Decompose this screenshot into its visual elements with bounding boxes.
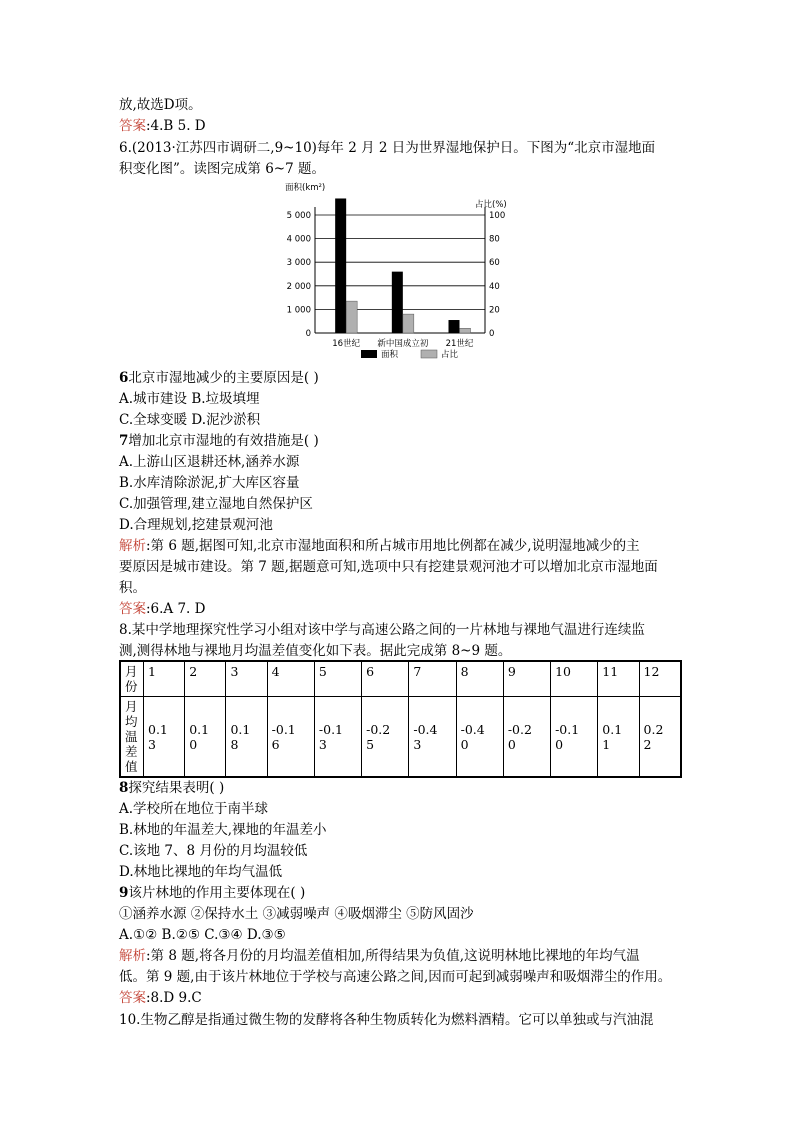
y-tick-label-right: 20 bbox=[489, 305, 500, 316]
table-cell bbox=[185, 697, 226, 778]
cell-part: 3 bbox=[148, 736, 156, 752]
cell-part: 5 bbox=[366, 736, 375, 752]
question-6 bbox=[119, 368, 319, 388]
bar-ratio bbox=[346, 301, 357, 333]
question-9 bbox=[119, 883, 305, 903]
cell-part: 0 bbox=[189, 736, 198, 752]
table-cell bbox=[409, 697, 456, 778]
cell-part: 0.1 bbox=[602, 721, 623, 737]
temperature-difference-table bbox=[119, 660, 682, 778]
cell-part: -0.1 bbox=[555, 721, 580, 737]
question-7 bbox=[119, 431, 319, 451]
question-text: 北京市湿地减少的主要原因是( ) bbox=[128, 370, 319, 386]
option-line: C.加强管理,建立湿地自然保护区 bbox=[119, 496, 313, 512]
cell-part: 0 bbox=[460, 736, 469, 752]
explanation-line bbox=[119, 536, 640, 556]
cell-part: 3 bbox=[413, 736, 422, 752]
legend-swatch-ratio bbox=[421, 350, 437, 358]
question-number: 8 bbox=[119, 780, 129, 796]
legend-label-area: 面积 bbox=[381, 350, 399, 360]
cell-part: 0.1 bbox=[230, 721, 251, 737]
option-line: A.上游山区退耕还林,涵养水源 bbox=[119, 454, 300, 470]
cell-part: -0.1 bbox=[318, 721, 343, 737]
table-cell: 6 bbox=[362, 661, 409, 697]
bar-ratio bbox=[460, 328, 471, 333]
table-cell: 12 bbox=[639, 661, 681, 697]
answer-line bbox=[119, 988, 202, 1008]
cell-part: -0.4 bbox=[460, 721, 485, 737]
option-line: B.水库清除淤泥,扩大库区容量 bbox=[119, 475, 300, 491]
y-tick-label-left: 3 000 bbox=[286, 258, 311, 269]
cell-part: -0.1 bbox=[271, 721, 296, 737]
table-cell bbox=[639, 697, 681, 778]
answer-text: :4.B 5. D bbox=[146, 118, 206, 134]
table-cell: 1 bbox=[144, 661, 185, 697]
explanation-label: 解析 bbox=[119, 948, 146, 964]
answer-text: :8.D 9.C bbox=[146, 990, 202, 1006]
table-cell bbox=[267, 697, 314, 778]
y-tick-label-left: 2 000 bbox=[286, 281, 311, 292]
table-cell: 5 bbox=[314, 661, 361, 697]
table-cell: 3 bbox=[226, 661, 267, 697]
table-cell: 9 bbox=[503, 661, 550, 697]
question-intro: 积变化图”。读图完成第 6~7 题。 bbox=[119, 161, 325, 177]
table-cell bbox=[226, 697, 267, 778]
table-cell bbox=[551, 697, 598, 778]
answer-label: 答案 bbox=[119, 118, 146, 134]
answer-label: 答案 bbox=[119, 990, 146, 1006]
answer-line bbox=[119, 599, 205, 619]
option-line: ①涵养水源 ②保持水土 ③减弱噪声 ④吸烟滞尘 ⑤防风固沙 bbox=[119, 906, 474, 922]
table-cell bbox=[362, 697, 409, 778]
cell-part: -0.2 bbox=[507, 721, 532, 737]
table-row bbox=[120, 661, 681, 697]
header-char: 份 bbox=[125, 679, 138, 694]
header-char: 差 bbox=[125, 744, 138, 759]
option-line: B.林地的年温差大,裸地的年温差小 bbox=[119, 822, 327, 838]
table-cell: 11 bbox=[598, 661, 639, 697]
table-cell bbox=[456, 697, 503, 778]
option-line: C.全球变暖 D.泥沙淤积 bbox=[119, 412, 261, 428]
cell-part: 1 bbox=[602, 736, 611, 752]
x-tick-label: 21世纪 bbox=[445, 339, 474, 349]
legend-label-ratio: 占比 bbox=[441, 350, 459, 360]
table-row bbox=[120, 697, 681, 778]
y-tick-label-right: 40 bbox=[489, 281, 500, 292]
bar-area bbox=[335, 198, 346, 333]
header-char: 温 bbox=[125, 729, 138, 744]
table-header-diff bbox=[120, 697, 144, 778]
y-tick-label-left: 4 000 bbox=[286, 234, 311, 245]
question-intro: 测,测得林地与裸地月均温差值变化如下表。据此完成第 8~9 题。 bbox=[119, 643, 512, 659]
y-tick-label-left: 5 000 bbox=[286, 211, 311, 221]
bar-area bbox=[449, 320, 460, 333]
wetland-area-chart bbox=[279, 181, 507, 369]
x-tick-label: 16世纪 bbox=[332, 339, 361, 349]
cell-part: 0 bbox=[555, 736, 564, 752]
table-cell bbox=[314, 697, 361, 778]
option-line: A.学校所在地位于南半球 bbox=[119, 801, 269, 817]
table-cell: 10 bbox=[551, 661, 598, 697]
cell-part: -0.2 bbox=[366, 721, 391, 737]
x-tick-label: 新中国成立初 bbox=[377, 339, 429, 349]
question-number: 6 bbox=[119, 370, 129, 386]
cell-part: 0.2 bbox=[643, 721, 664, 737]
answer-text: :6.A 7. D bbox=[146, 601, 206, 617]
explanation-text: :第 6 题,据图可知,北京市湿地面积和所占城市用地比例都在减少,说明湿地减少的主 bbox=[146, 538, 640, 554]
question-8 bbox=[119, 778, 224, 798]
y-tick-label-right: 60 bbox=[489, 258, 500, 269]
question-text: 该片林地的作用主要体现在( ) bbox=[128, 885, 306, 901]
explanation-line: 要原因是城市建设。第 7 题,据题意可知,选项中只有挖建景观河池才可以增加北京市湿地面 bbox=[119, 559, 658, 575]
cell-part: 3 bbox=[318, 736, 327, 752]
option-line: A.①② B.②⑤ C.③④ D.③⑤ bbox=[119, 927, 286, 943]
header-char: 月 bbox=[125, 664, 138, 679]
legend-swatch-area bbox=[361, 350, 377, 358]
y-tick-label-right: 80 bbox=[489, 234, 500, 245]
option-line: A.城市建设 B.垃圾填埋 bbox=[119, 391, 260, 407]
cell-part: 0 bbox=[507, 736, 516, 752]
header-char: 月 bbox=[125, 699, 138, 714]
text-line: 放,故选D项。 bbox=[119, 97, 202, 113]
question-number: 7 bbox=[119, 433, 129, 449]
bar-area bbox=[392, 272, 403, 333]
y-tick-label-right: 100 bbox=[489, 211, 506, 221]
y-axis-title-left: 面积(km²) bbox=[285, 183, 326, 193]
header-char: 均 bbox=[125, 714, 138, 729]
cell-part: 8 bbox=[230, 736, 239, 752]
question-intro: 8.某中学地理探究性学习小组对该中学与高速公路之间的一片林地与裸地气温进行连续监 bbox=[119, 622, 645, 638]
question-10: 10.生物乙醇是指通过微生物的发酵将各种生物质转化为燃料酒精。它可以单独或与汽油混 bbox=[119, 1012, 654, 1028]
table-cell: 8 bbox=[456, 661, 503, 697]
table-cell: 2 bbox=[185, 661, 226, 697]
table-cell: 7 bbox=[409, 661, 456, 697]
y-tick-label-left: 1 000 bbox=[286, 305, 311, 316]
question-intro: 6.(2013·江苏四市调研二,9~10)每年 2 月 2 日为世界湿地保护日。下图为“北京市湿地面 bbox=[119, 140, 656, 156]
table-cell: 4 bbox=[267, 661, 314, 697]
table-header-month bbox=[120, 661, 144, 697]
table-cell bbox=[598, 697, 639, 778]
table-cell bbox=[144, 697, 185, 778]
cell-part: 0.1 bbox=[189, 721, 210, 737]
explanation-line bbox=[119, 946, 640, 966]
explanation-line: 积。 bbox=[119, 580, 146, 596]
option-line: D.合理规划,挖建景观河池 bbox=[119, 517, 273, 533]
question-text: 探究结果表明( ) bbox=[128, 780, 225, 796]
explanation-label: 解析 bbox=[119, 538, 146, 554]
question-text: 增加北京市湿地的有效措施是( ) bbox=[128, 433, 319, 449]
answer-label: 答案 bbox=[119, 601, 146, 617]
answer-line bbox=[119, 116, 206, 136]
header-char: 值 bbox=[125, 759, 138, 774]
explanation-text: :第 8 题,将各月份的月均温差值相加,所得结果为负值,这说明林地比裸地的年均气温 bbox=[146, 948, 640, 964]
cell-part: 6 bbox=[271, 736, 280, 752]
cell-part: 0.1 bbox=[148, 721, 168, 737]
explanation-line: 低。第 9 题,由于该片林地位于学校与高速公路之间,因而可起到减弱噪声和吸烟滞尘的作用。 bbox=[119, 969, 672, 985]
table-cell bbox=[503, 697, 550, 778]
option-line: C.该地 7、8 月份的月均温较低 bbox=[119, 843, 308, 859]
bar-ratio bbox=[403, 314, 414, 333]
y-axis-title-right: 占比(%) bbox=[475, 200, 507, 210]
option-line: D.林地比裸地的年均气温低 bbox=[119, 864, 283, 880]
question-number: 9 bbox=[119, 885, 129, 901]
y-tick-label-right: 0 bbox=[489, 329, 495, 339]
y-tick-label-left: 0 bbox=[305, 329, 311, 339]
cell-part: -0.4 bbox=[413, 721, 438, 737]
cell-part: 2 bbox=[643, 736, 652, 752]
